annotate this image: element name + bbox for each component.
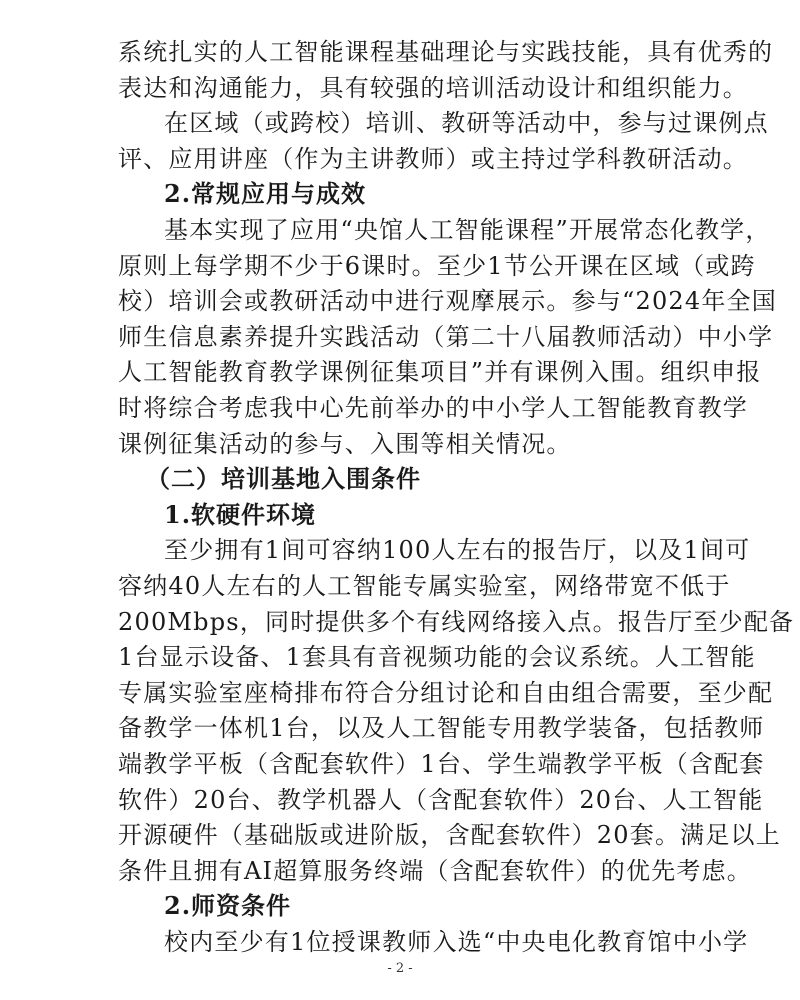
body-line: 端教学平板（含配套软件）1台、学生端教学平板（含配套 xyxy=(118,750,765,778)
section-heading: 1.软硬件环境 xyxy=(164,499,317,529)
body-line: 在区域（或跨校）培训、教研等活动中，参与过课例点 xyxy=(164,109,769,138)
page-number: - 2 - xyxy=(387,961,413,976)
section-heading: 2.常规应用与成效 xyxy=(164,179,367,209)
body-line: 校）培训会或教研活动中进行观摩展示。参与“2024年全国 xyxy=(118,287,777,316)
body-line: 至少拥有1间可容纳100人左右的报告厅，以及1间可 xyxy=(164,536,751,565)
subsection-heading: （二）培训基地入围条件 xyxy=(146,464,421,494)
body-line: 1台显示设备、1套具有音视频功能的会议系统。人工智能 xyxy=(118,643,756,672)
body-line: 系统扎实的人工智能课程基础理论与实践技能，具有优秀的 xyxy=(118,38,774,66)
body-line: 人工智能教育教学课例征集项目”并有课例入围。组织申报 xyxy=(118,358,762,387)
body-line: 表达和沟通能力，具有较强的培训活动设计和组织能力。 xyxy=(118,73,748,102)
body-line: 备教学一体机1台，以及人工智能专用教学装备，包括教师 xyxy=(118,714,765,743)
body-line: 课例征集活动的参与、入围等相关情况。 xyxy=(118,429,572,458)
body-line: 200Mbps，同时提供多个有线网络接入点。报告厅至少配备 xyxy=(118,607,795,636)
body-line: 原则上每学期不少于6课时。至少1节公开课在区域（或跨 xyxy=(118,251,756,280)
body-line: 条件且拥有AI超算服务终端（含配套软件）的优先考虑。 xyxy=(118,856,753,885)
body-line: 开源硬件（基础版或进阶版，含配套软件）20套。满足以上 xyxy=(118,821,781,850)
body-line: 师生信息素养提升实践活动（第二十八届教师活动）中小学 xyxy=(118,322,774,351)
body-line: 专属实验室座椅排布符合分组讨论和自由组合需要，至少配 xyxy=(118,678,774,707)
body-line: 校内至少有1位授课教师入选“中央电化教育馆中小学 xyxy=(164,928,749,956)
section-heading: 2.师资条件 xyxy=(164,891,292,921)
body-line: 时将综合考虑我中心先前举办的中小学人工智能教育教学 xyxy=(118,394,748,422)
body-line: 软件）20台、教学机器人（含配套软件）20台、人工智能 xyxy=(118,785,764,814)
body-line: 基本实现了应用“央馆人工智能课程”开展常态化教学， xyxy=(164,216,771,244)
body-line: 评、应用讲座（作为主讲教师）或主持过学科教研活动。 xyxy=(118,144,748,173)
body-line: 容纳40人左右的人工智能专属实验室，网络带宽不低于 xyxy=(118,572,731,600)
